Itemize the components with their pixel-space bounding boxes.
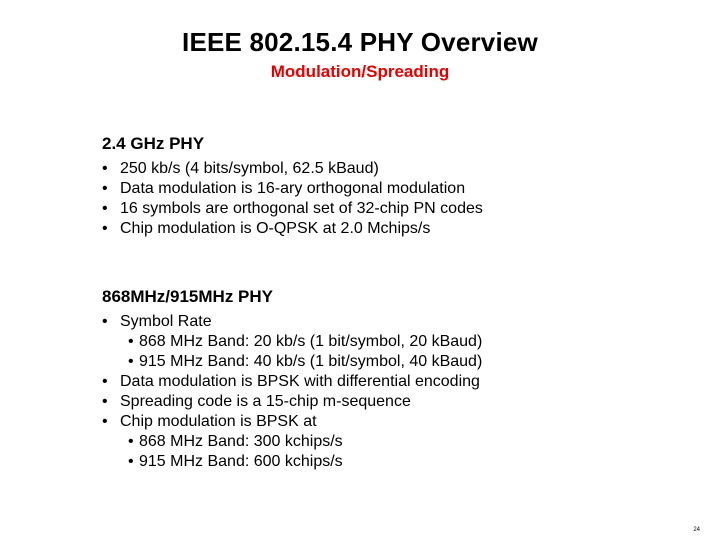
section-heading-2-4ghz: 2.4 GHz PHY [102, 134, 205, 153]
list-item [102, 372, 482, 392]
bullet-icon: • [102, 373, 108, 390]
list-item-text: Spreading code is a 15-chip m-sequence [120, 393, 411, 410]
bullet-list-2-4ghz [102, 159, 483, 239]
bullet-icon: • [128, 333, 134, 350]
page-number: 24 [693, 527, 700, 533]
bullet-icon: • [102, 313, 108, 330]
slide-subtitle: Modulation/Spreading [270, 62, 450, 81]
list-item-text: 868 MHz Band: 20 kb/s (1 bit/symbol, 20 kBaud) [139, 333, 483, 350]
bullet-list-868-915mhz [102, 312, 482, 472]
list-item [102, 199, 483, 219]
list-item-text: 16 symbols are orthogonal set of 32-chip PN codes [120, 200, 483, 217]
list-item-text: Symbol Rate [120, 313, 212, 330]
list-item-text: Data modulation is BPSK with differential encoding [120, 373, 480, 390]
bullet-icon: • [102, 200, 108, 217]
list-item [102, 179, 483, 199]
list-item [102, 392, 482, 412]
bullet-icon: • [102, 160, 108, 177]
list-item [102, 312, 482, 332]
list-item-text: 915 MHz Band: 600 kchips/s [139, 453, 343, 470]
list-item [102, 219, 483, 239]
bullet-icon: • [128, 353, 134, 370]
bullet-icon: • [102, 220, 108, 237]
list-item-text: 915 MHz Band: 40 kb/s (1 bit/symbol, 40 kBaud) [139, 353, 483, 370]
bullet-icon: • [102, 413, 108, 430]
list-item-text: 868 MHz Band: 300 kchips/s [139, 433, 343, 450]
list-item [102, 452, 482, 472]
list-item [102, 432, 482, 452]
list-item-text: Chip modulation is BPSK at [120, 413, 317, 430]
list-item-text: 250 kb/s (4 bits/symbol, 62.5 kBaud) [120, 160, 379, 177]
list-item-text: Chip modulation is O-QPSK at 2.0 Mchips/s [120, 220, 431, 237]
list-item [102, 159, 483, 179]
section-heading-868-915mhz: 868MHz/915MHz PHY [102, 287, 274, 306]
bullet-icon: • [128, 453, 134, 470]
bullet-icon: • [128, 433, 134, 450]
slide-title: IEEE 802.15.4 PHY Overview [182, 27, 538, 57]
list-item-text: Data modulation is 16-ary orthogonal modulation [120, 180, 466, 197]
list-item [102, 352, 482, 372]
bullet-icon: • [102, 180, 108, 197]
bullet-icon: • [102, 393, 108, 410]
list-item [102, 332, 482, 352]
list-item [102, 412, 482, 432]
